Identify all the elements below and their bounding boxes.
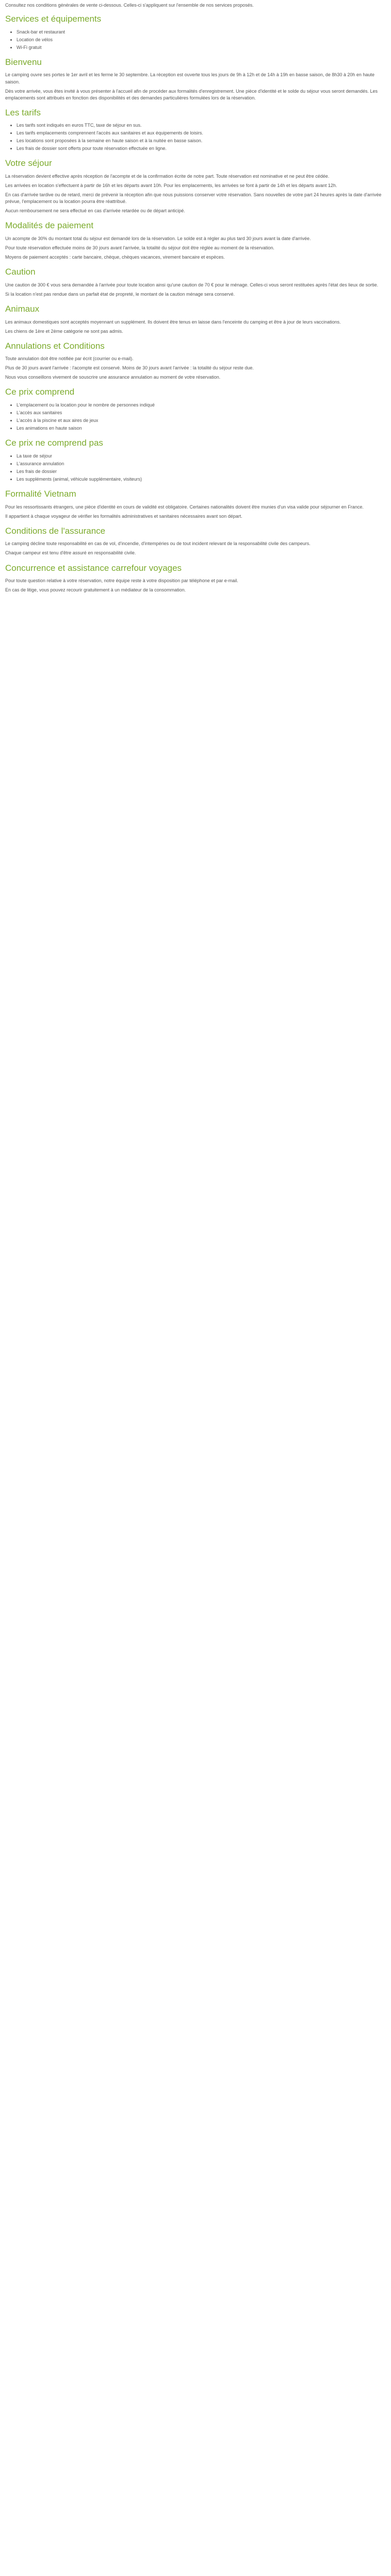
- list-item: • Les locations sont proposées à la semaine en haute saison et à la nuitée en basse saison.: [17, 138, 386, 144]
- inclus-list: [5, 402, 386, 432]
- paragraph: Nous vous conseillons vivement de souscrire une assurance annulation au moment de votre réservation.: [5, 375, 221, 380]
- list-item: • L'assurance annulation: [17, 461, 386, 467]
- assurance-section: [5, 525, 386, 557]
- paragraph: Un acompte de 30% du montant total du séjour est demandé lors de la réservation. Le solde est à régler au plus tard 30 jours avant la date d'arrivée.: [5, 236, 311, 241]
- formalite-section: [5, 488, 386, 520]
- caution-heading: Caution: [5, 267, 36, 277]
- paragraph: Moyens de paiement acceptés : carte bancaire, chèque, chèques vacances, virement bancaire et espèces.: [5, 255, 225, 260]
- paiement-heading: Modalités de paiement: [5, 221, 94, 231]
- caution-section: [5, 266, 386, 298]
- paragraph: Dès votre arrivée, vous êtes invité à vous présenter à l'accueil afin de procéder aux formalités d'enregistrement. Une pièce d'identité et le solde du séjour vous seront demandés. Les emplacements sont attribués en fonction des disponibilités et des demandes particulières formulées lors de la réservation.: [5, 88, 378, 100]
- services-list: [5, 29, 386, 51]
- list-item: • Les suppléments (animal, véhicule supplémentaire, visiteurs): [17, 476, 386, 483]
- terms-page: [0, 0, 391, 609]
- assurance-heading: Conditions de l'assurance: [5, 526, 106, 536]
- paragraph: Aucun remboursement ne sera effectué en cas d'arrivée retardée ou de départ anticipé.: [5, 208, 185, 214]
- paragraph: Pour les ressortissants étrangers, une pièce d'identité en cours de validité est obligatoire. Certaines nationalités doivent être munies d'un visa valide pour séjourner en France.: [5, 504, 364, 510]
- inclus-heading: Ce prix comprend: [5, 387, 75, 397]
- paragraph: Les animaux domestiques sont acceptés moyennant un supplément. Ils doivent être tenus en laisse dans l'enceinte du camping et être à jour de leurs vaccinations.: [5, 319, 341, 325]
- bienvenue-heading: Bienvenu: [5, 57, 42, 67]
- list-item: • Location de vélos: [17, 37, 386, 43]
- non-inclus-list: [5, 453, 386, 483]
- list-item: • La taxe de séjour: [17, 453, 386, 460]
- list-item: • L'accès à la piscine et aux aires de jeux: [17, 417, 386, 424]
- services-heading: Services et équipements: [5, 14, 102, 24]
- list-item: • L'accès aux sanitaires: [17, 410, 386, 416]
- annulation-section: [5, 340, 386, 381]
- non-inclus-section: [5, 437, 386, 483]
- services-section: [5, 13, 386, 51]
- animaux-heading: Animaux: [5, 303, 40, 314]
- contact-section: [5, 562, 386, 594]
- list-item: • Les frais de dossier sont offerts pour toute réservation effectuée en ligne.: [17, 145, 386, 152]
- list-item: • Les frais de dossier: [17, 468, 386, 475]
- animaux-section: [5, 303, 386, 335]
- tarifs-heading: Les tarifs: [5, 107, 41, 117]
- paragraph: Le camping décline toute responsabilité en cas de vol, d'incendie, d'intempéries ou de tout incident relevant de la responsabilité civile des campeurs.: [5, 541, 311, 547]
- paragraph: Il appartient à chaque voyageur de vérifier les formalités administratives et sanitaires nécessaires avant son départ.: [5, 513, 242, 519]
- list-item: • Les tarifs emplacements comprennent l'accès aux sanitaires et aux équipements de loisirs.: [17, 130, 386, 137]
- reservation-section: [5, 157, 386, 214]
- bienvenue-section: [5, 56, 386, 101]
- paragraph: En cas de litige, vous pouvez recourir gratuitement à un médiateur de la consommation.: [5, 587, 186, 593]
- paragraph: Chaque campeur est tenu d'être assuré en responsabilité civile.: [5, 550, 136, 556]
- list-item: • Les tarifs sont indiqués en euros TTC, taxe de séjour en sus.: [17, 122, 386, 129]
- list-item: • Snack-bar et restaurant: [17, 29, 386, 36]
- list-item: • L'emplacement ou la location pour le nombre de personnes indiqué: [17, 402, 386, 409]
- paragraph: Si la location n'est pas rendue dans un parfait état de propreté, le montant de la caution ménage sera conservé.: [5, 291, 235, 297]
- tarifs-list: [5, 122, 386, 152]
- annulation-heading: Annulations et Conditions: [5, 341, 105, 351]
- non-inclus-heading: Ce prix ne comprend pas: [5, 438, 103, 448]
- paragraph: Pour toute question relative à votre réservation, notre équipe reste à votre disposition par téléphone et par e-mail.: [5, 578, 238, 584]
- contact-heading: Concurrence et assistance carrefour voyages: [5, 563, 182, 573]
- tarifs-section: [5, 107, 386, 152]
- list-item: • Wi-Fi gratuit: [17, 44, 386, 51]
- paragraph: Plus de 30 jours avant l'arrivée : l'acompte est conservé. Moins de 30 jours avant l'arrivée : la totalité du séjour reste due.: [5, 365, 254, 371]
- paragraph: Toute annulation doit être notifiée par écrit (courrier ou e-mail).: [5, 356, 134, 362]
- paragraph: Pour toute réservation effectuée moins de 30 jours avant l'arrivée, la totalité du séjour doit être réglée au moment de la réservation.: [5, 245, 274, 251]
- reservation-heading: Votre séjour: [5, 158, 52, 168]
- list-item: • Les animations en haute saison: [17, 425, 386, 432]
- paragraph: Les arrivées en location s'effectuent à partir de 16h et les départs avant 10h. Pour les emplacements, les arrivées se font à partir de 14h et les départs avant 12h.: [5, 183, 337, 189]
- paragraph: Le camping ouvre ses portes le 1er avril et les ferme le 30 septembre. La réception est ouverte tous les jours de 9h à 12h et de 14h à 19h en basse saison, de 8h30 à 20h en haute saison.: [5, 72, 374, 84]
- paragraph: Les chiens de 1ère et 2ème catégorie ne sont pas admis.: [5, 328, 123, 334]
- paiement-section: [5, 219, 386, 261]
- paragraph: Une caution de 300 € vous sera demandée à l'arrivée pour toute location ainsi qu'une caution de 70 € pour le ménage. Celles-ci vous seront restituées après l'état des lieux de sortie.: [5, 282, 379, 287]
- formalite-heading: Formalité Vietnam: [5, 489, 76, 499]
- intro-text: Consultez nos conditions générales de vente ci-dessous. Celles-ci s'appliquent sur l'ensemble de nos services proposés.: [5, 3, 254, 8]
- paragraph: En cas d'arrivée tardive ou de retard, merci de prévenir la réception afin que nous puissions conserver votre réservation. Sans nouvelles de votre part 24 heures après la date d'arrivée prévue, l'emplacement ou la location pourra être réattribué.: [5, 192, 382, 205]
- paragraph: La réservation devient effective après réception de l'acompte et de la confirmation écrite de notre part. Toute réservation est nominative et ne peut être cédée.: [5, 174, 330, 179]
- inclus-section: [5, 386, 386, 432]
